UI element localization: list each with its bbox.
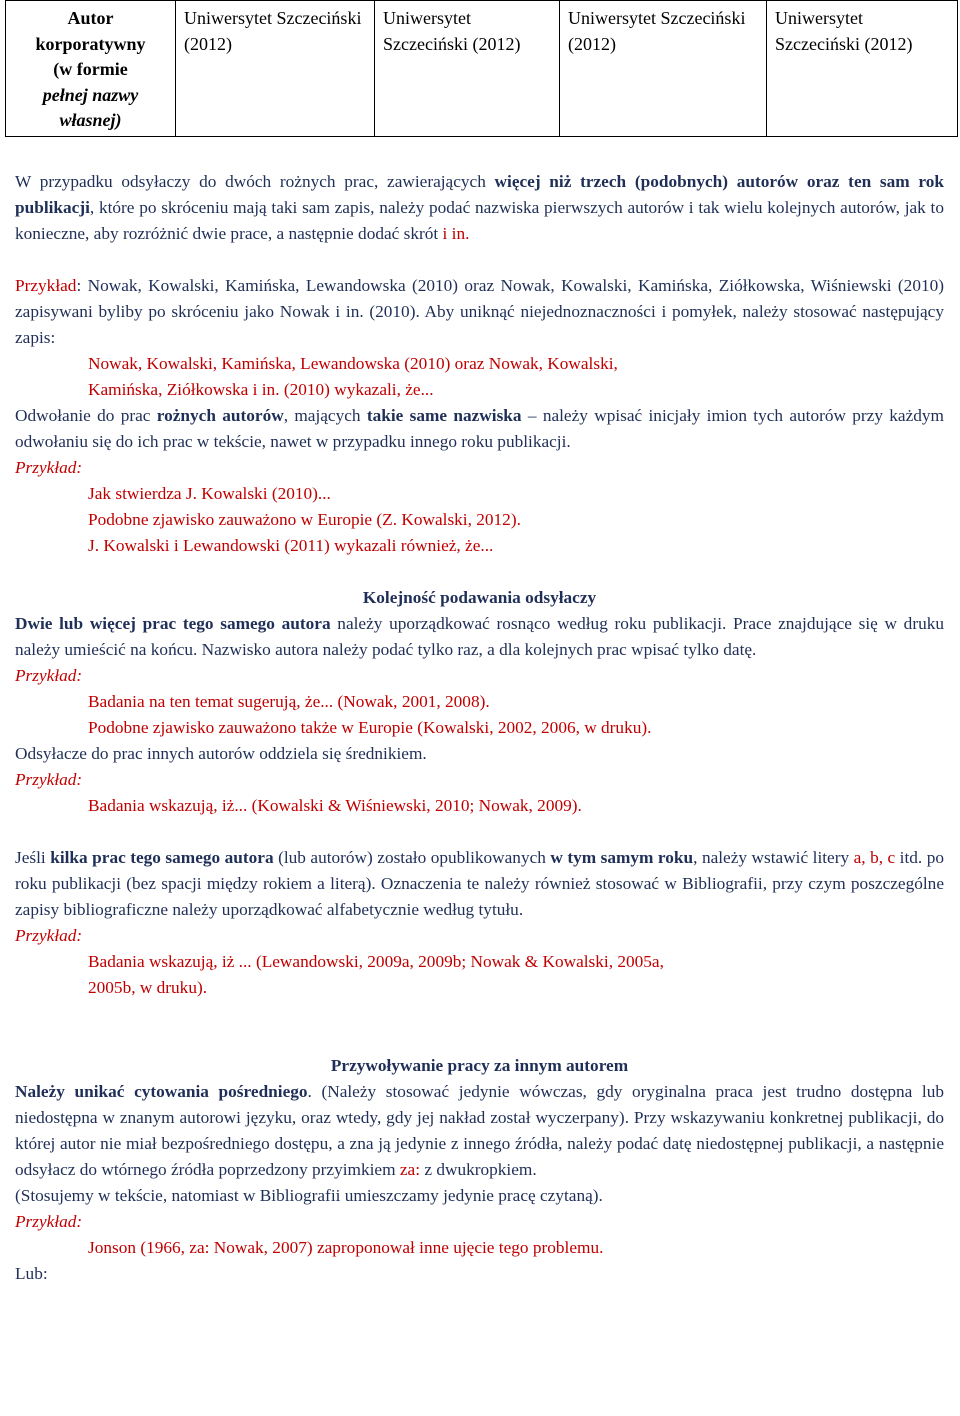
table-row: [6, 1, 958, 137]
row-header-line: własnej): [59, 110, 122, 130]
row-header-line: Autor: [67, 8, 114, 28]
table-cell: Uniwersytet Szczeciński (2012): [375, 1, 560, 137]
row-header-line: (w formie: [53, 59, 128, 79]
example-label: Przykład:: [15, 770, 83, 789]
example-line: J. Kowalski i Lewandowski (2011) wykazali również, że...: [88, 536, 494, 555]
section-heading-order: Kolejność podawania odsyłaczy: [362, 588, 597, 607]
paragraph-semicolon: Odsyłacze do prac innych autorów oddziela się średnikiem.: [15, 744, 427, 763]
example-line: Kamińska, Ziółkowska i in. (2010) wykazali, że...: [88, 380, 434, 399]
paragraph-secondary-citation: Należy unikać cytowania pośredniego. (Należy stosować jedynie wówczas, gdy oryginalna praca jest trudno dostępna lub niedostępna w znanym autorowi języku, oraz wtedy, gdy jej nakład został wyczerpany). Przy wskazywaniu konkretnej publikacji, do której autor nie miał bezpośredniego dostępu, a zna ją jedynie z innego źródła, należy podać datę niedostępnej publikacji, a następnie odsyłacz do wtórnego źródła poprzedzony przyimkiem za: z dwukropkiem.: [15, 1082, 945, 1179]
or-label: Lub:: [15, 1264, 48, 1283]
example-line: Jonson (1966, za: Nowak, 2007) zaproponował inne ujęcie tego problemu.: [88, 1238, 604, 1257]
example-line: Jak stwierdza J. Kowalski (2010)...: [88, 484, 331, 503]
author-format-table: [5, 0, 958, 137]
example-label: Przykład:: [15, 666, 83, 685]
example-label: Przykład:: [15, 926, 83, 945]
row-header-line: korporatywny: [35, 33, 146, 54]
table-cell: Uniwersytet Szczeciński (2012): [767, 1, 958, 137]
row-header-cell: [6, 1, 176, 137]
table-cell: Uniwersytet Szczeciński (2012): [560, 1, 767, 137]
example-line: Badania wskazują, iż... (Kowalski & Wiśniewski, 2010; Nowak, 2009).: [88, 796, 582, 815]
example-label: Przykład:: [15, 1212, 83, 1231]
example-line: Badania na ten temat sugerują, że... (Nowak, 2001, 2008).: [88, 692, 490, 711]
example-line: Badania wskazują, iż ... (Lewandowski, 2009a, 2009b; Nowak & Kowalski, 2005a,: [88, 952, 664, 971]
paragraph-same-year: Jeśli kilka prac tego samego autora (lub autorów) zostało opublikowanych w tym samym roku, należy wstawić litery a, b, c itd. po roku publikacji (bez spacji między rokiem a literą). Oznaczenia te należy również stosować w Bibliografii, przy czym poszczególne zapisy bibliograficzne należy uporządkować alfabetycznie według tytułu.: [15, 848, 945, 919]
example-line: Podobne zjawisko zauważono także w Europie (Kowalski, 2002, 2006, w druku).: [88, 718, 652, 737]
paragraph-note: (Stosujemy w tekście, natomiast w Bibliografii umieszczamy jedynie pracę czytaną).: [15, 1186, 603, 1205]
paragraph-multiple-authors: W przypadku odsyłaczy do dwóch rożnych prac, zawierających więcej niż trzech (podobnych) autorów oraz ten sam rok publikacji, które po skróceniu mają taki sam zapis, należy podać nazwiska pierwszych autorów i tak wielu kolejnych autorów, jak to konieczne, aby rozróżnić dwie prace, a następnie dodać skrót i in.: [15, 172, 944, 243]
paragraph-same-surnames: Odwołanie do prac rożnych autorów, mających takie same nazwiska – należy wpisać inicjały imion tych autorów przy każdym odwołaniu się do ich prac w tekście, nawet w przypadku innego roku publikacji.: [15, 406, 944, 451]
example-label: Przykład:: [15, 458, 83, 477]
example-line: Podobne zjawisko zauważono w Europie (Z. Kowalski, 2012).: [88, 510, 521, 529]
table-cell: Uniwersytet Szczeciński (2012): [176, 1, 375, 137]
paragraph-order: Dwie lub więcej prac tego samego autora należy uporządkować rosnąco według roku publikacji. Prace znajdujące się w druku należy umieścić na końcu. Nazwisko autora należy podać tylko raz, a dla kolejnych prac wpisać tylko datę.: [15, 614, 944, 659]
example-line: 2005b, w druku).: [88, 978, 208, 997]
example-line: Nowak, Kowalski, Kamińska, Lewandowska (2010) oraz Nowak, Kowalski,: [88, 354, 618, 373]
section-heading-secondary-citation: Przywoływanie pracy za innym autorem: [330, 1056, 629, 1075]
row-header-line: pełnej nazwy: [42, 84, 139, 105]
paragraph-example-intro: Przykład: Nowak, Kowalski, Kamińska, Lewandowska (2010) oraz Nowak, Kowalski, Kamińska, Ziółkowska, Wiśniewski (2010) zapisywani byliby po skróceniu jako Nowak i in. (2010). Aby uniknąć niejednoznaczności i pomyłek, należy stosować następujący zapis:: [15, 276, 944, 347]
document-body: [15, 169, 944, 1287]
